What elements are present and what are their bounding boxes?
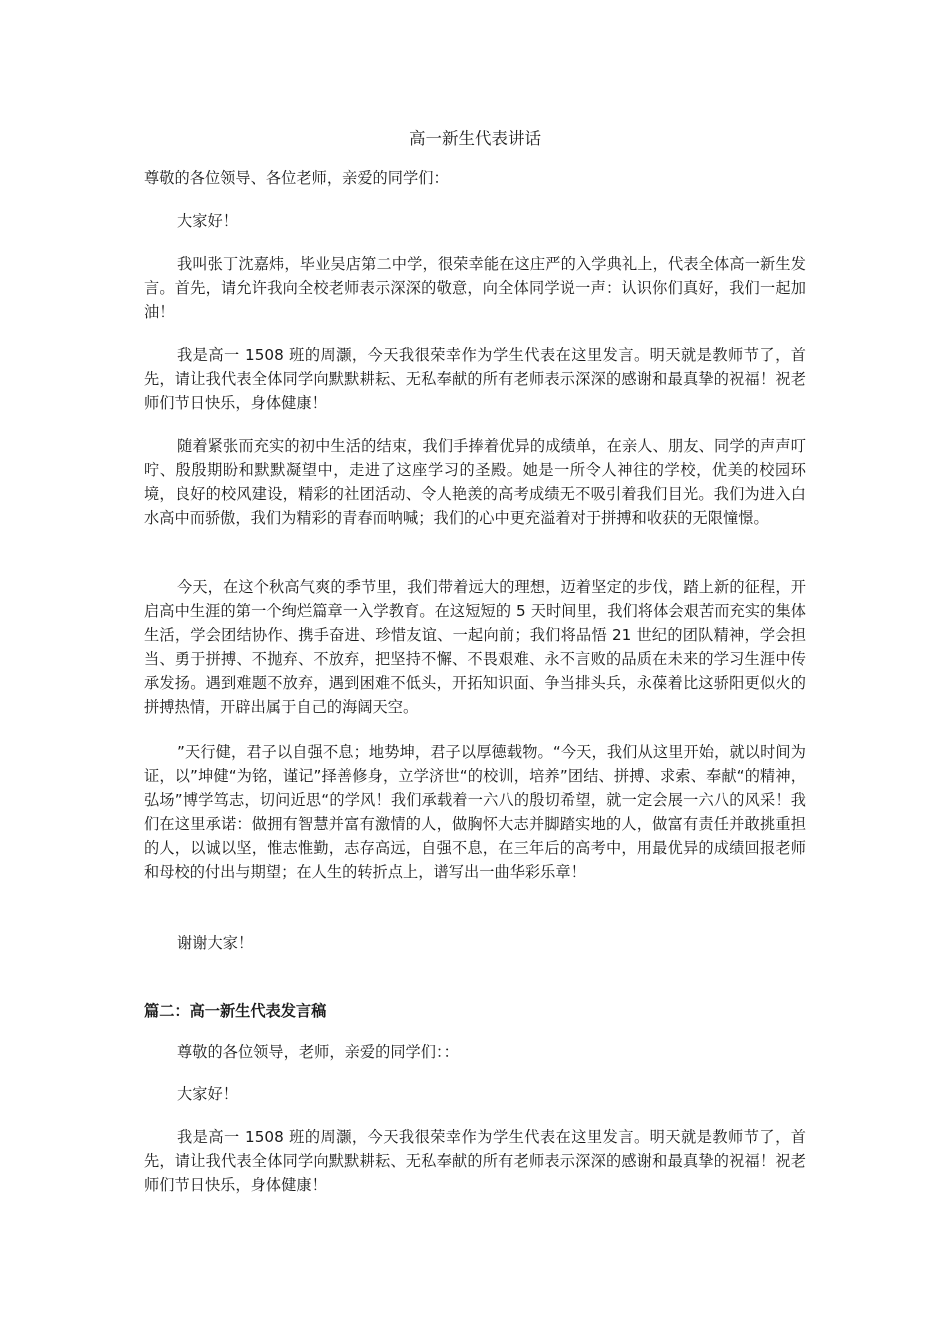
paragraph-teachers-day: 我是高一 1508 班的周灏，今天我很荣幸作为学生代表在这里发言。明天就是教师节了，首先，请让我代表全体同学向默默耕耘、无私奉献的所有老师表示深深的感谢和最真挚的祝福！祝老师们节日快乐，身体健康！ (144, 346, 806, 412)
paragraph-motto: ”天行健，君子以自强不息；地势坤，君子以厚德载物。“今天，我们从这里开始，就以时间为证，以”坤健“为铭，谨记”择善修身，立学济世“的校训，培养”团结、拼搏、求索、奉献“的精神，弘场”博学笃志，切问近思“的学风！我们承载着一六八的殷切希望，就一定会展一六八的风采！我们在这里承诺：做拥有智慧并富有激情的人，做胸怀大志并脚踏实地的人，做富有责任并敢挑重担的人，以诚以坚，惟志惟勤，志存高远，自强不息，在三年后的高考中，用最优异的成绩回报老师和母校的付出与期望；在人生的转折点上，谱写出一曲华彩乐章！ (144, 743, 806, 881)
paragraph-intro: 我叫张丁沈嘉炜，毕业吴店第二中学，很荣幸能在这庄严的入学典礼上，代表全体高一新生发言。首先，请允许我向全校老师表示深深的敬意，向全体同学说一声：认识你们真好，我们一起加油！ (144, 255, 806, 321)
section2-heading: 篇二：高一新生代表发言稿 (144, 1002, 327, 1020)
section2-salutation: 尊敬的各位领导，老师，亲爱的同学们：： (177, 1043, 459, 1061)
salutation: 尊敬的各位领导、各位老师，亲爱的同学们： (144, 169, 449, 187)
paragraph-school: 随着紧张而充实的初中生活的结束，我们手捧着优异的成绩单，在亲人、朋友、同学的声声叮咛、殷殷期盼和默默凝望中，走进了这座学习的圣殿。她是一所令人神往的学校，优美的校园环境，良好的校风建设，精彩的社团活动、令人艳羡的高考成绩无不吸引着我们目光。我们为进入白水高中而骄傲，我们为精彩的青春而呐喊；我们的心中更充溢着对于拼搏和收获的无限憧憬。 (144, 437, 806, 527)
paragraph-today: 今天，在这个秋高气爽的季节里，我们带着远大的理想，迈着坚定的步伐，踏上新的征程，开启高中生涯的第一个绚烂篇章一入学教育。在这短短的 5 天时间里，我们将体会艰苦而充实的集体生活，学会团结协作、携手奋进、珍惜友谊、一起向前；我们将品悟 21 世纪的团队精神，学会担当、勇于拼搏、不抛弃、不放弃，把坚持不懈、不畏艰难、永不言败的品质在未来的学习生涯中传承发扬。遇到难题不放弃，遇到困难不低头，开拓知识面、争当排头兵，永葆着比这骄阳更似火的拼搏热情，开辟出属于自己的海阔天空。 (144, 578, 806, 716)
closing: 谢谢大家！ (177, 934, 254, 952)
document-title: 高一新生代表讲话 (409, 129, 541, 148)
section2-greeting: 大家好！ (177, 1085, 238, 1103)
greeting: 大家好！ (177, 212, 238, 230)
section2-paragraph: 我是高一 1508 班的周灏，今天我很荣幸作为学生代表在这里发言。明天就是教师节了，首先，请让我代表全体同学向默默耕耘、无私奉献的所有老师表示深深的感谢和最真挚的祝福！祝老师们节日快乐，身体健康！ (144, 1128, 806, 1194)
